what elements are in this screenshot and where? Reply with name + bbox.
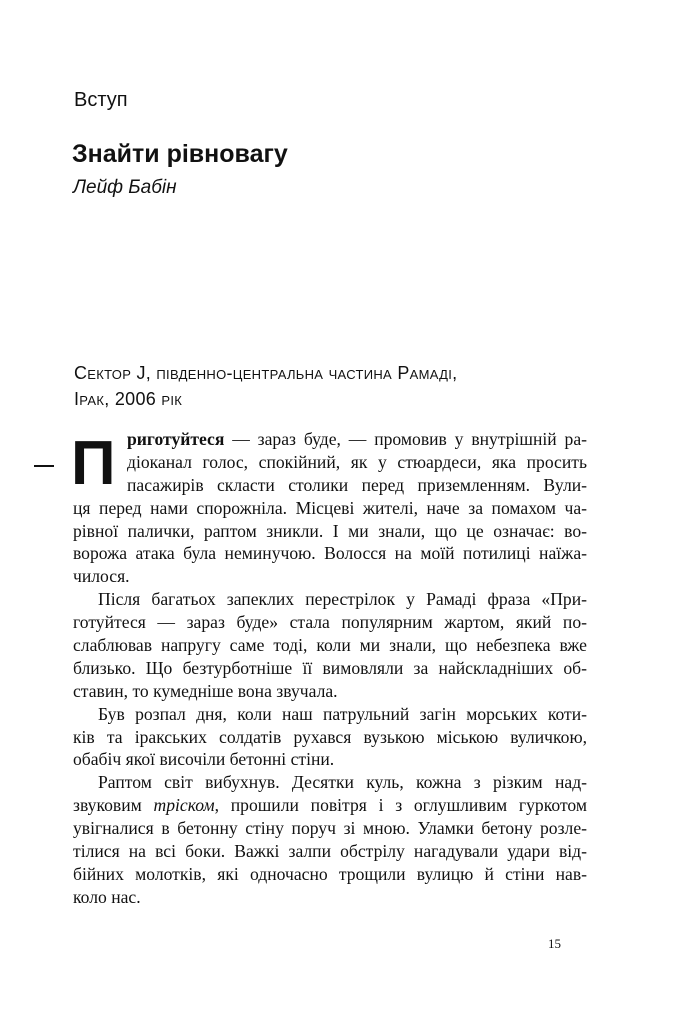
location-heading: [74, 360, 594, 412]
text-line: обабіч якої височіли бетонні стіни.: [73, 749, 335, 770]
text-line: Після багатьох запеклих перестрілок у Рамаді фраза «При-: [98, 589, 587, 610]
text-line: чилося.: [73, 566, 130, 587]
text-line: ця перед нами спорожніла. Місцеві жителі, наче за помахом ча-: [73, 497, 587, 518]
body-text: [73, 428, 587, 909]
section-label: Вступ: [74, 89, 128, 111]
text-line: Був розпал дня, коли наш патрульний загін морських коти-: [98, 703, 587, 724]
italic-word: тріском: [153, 795, 215, 816]
text-line: готуйтеся — зараз буде» стала популярним жартом, який по-: [73, 612, 587, 633]
text-line: Раптом світ вибухнув. Десятки куль, кожна з різким над-: [98, 772, 587, 793]
page-number: 15: [548, 936, 561, 951]
location-line-1: Сектор J, південно-центральна частина Рамаді,: [74, 363, 458, 383]
text-line: тілися на всі боки. Важкі залпи обстрілу нагадували удари від-: [73, 841, 587, 862]
location-line-2: Ірак, 2006 рік: [74, 389, 183, 409]
text-line: слаблював напругу саме тоді, коли ми знали, що небезпека вже: [73, 635, 587, 656]
text-span: — зараз буде, — промовив у внутрішній ра-: [224, 429, 587, 449]
text-line: [73, 794, 587, 817]
text-line: увігналися в бетонну стіну поруч зі мною. Уламки бетону розле-: [73, 818, 587, 839]
text-line: діоканал голос, спокійний, як у стюардеси, яка просить: [127, 451, 587, 472]
chapter-author: Лейф Бабін: [73, 177, 177, 198]
text-line: бійних молотків, які одночасно трощили вулицю й стіни нав-: [73, 863, 587, 884]
text-line: ків та іракських солдатів рухався вузькою міською вуличкою,: [73, 726, 587, 747]
text-line: [73, 428, 587, 451]
text-line: близько. Що безтурботніше її вимовляли за найскладніших об-: [73, 657, 587, 678]
text-span: звуковим: [73, 795, 154, 816]
text-line: ворожа атака була неминучою. Волосся на моїй потилиці наїжа-: [73, 543, 587, 564]
text-line: коло нас.: [73, 886, 141, 907]
text-line: рівної палички, раптом зникли. І ми знали, що це означає: во-: [73, 520, 587, 541]
text-line: пасажирів скласти столики перед приземленням. Вули-: [127, 474, 587, 495]
drop-cap: П: [71, 429, 116, 498]
chapter-title: Знайти рівновагу: [72, 140, 288, 168]
text-span: , прошили повітря і з оглушливим гуркотом: [214, 795, 587, 816]
text-line: ставин, то кумедніше вона звучала.: [73, 680, 338, 701]
margin-dash-mark: [34, 465, 54, 467]
bold-lead-word: риготуйтеся: [127, 429, 225, 449]
